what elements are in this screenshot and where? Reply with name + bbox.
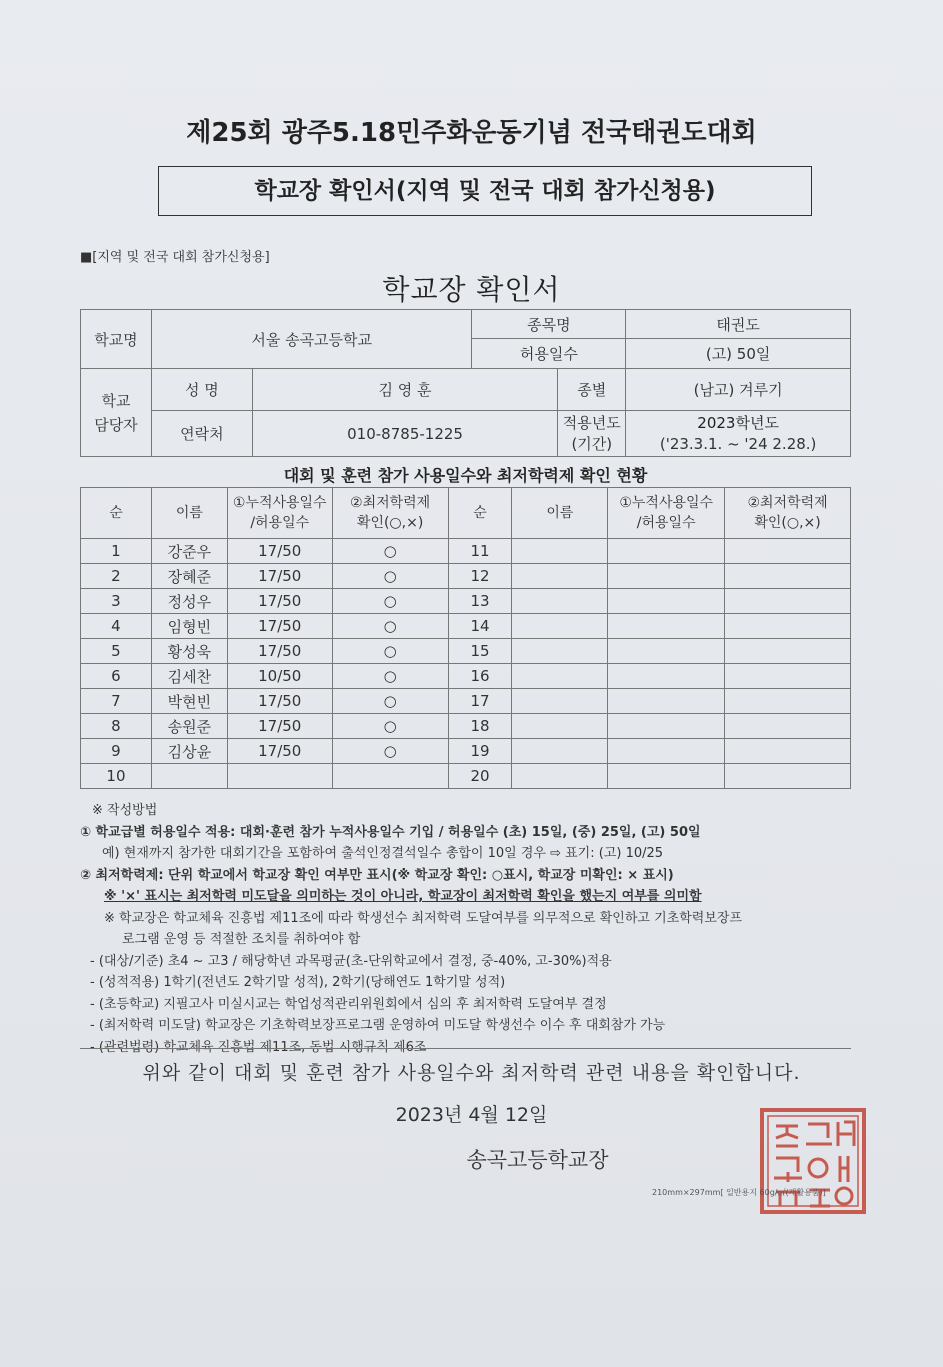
row-no-right: 15: [448, 639, 512, 664]
header-name-left: 이름: [151, 488, 227, 539]
row-no: 6: [81, 664, 152, 689]
list-title: 대회 및 훈련 참가 사용일수와 최저학력제 확인 현황: [80, 463, 851, 488]
row-check-right: [725, 589, 851, 614]
row-check: ○: [332, 739, 448, 764]
note-line-8: - (성적적용) 1학기(전년도 2학기말 성적), 2학기(당해연도 1학기말 성적): [90, 975, 506, 990]
row-name-right: [512, 539, 608, 564]
contact-value: 010-8785-1225: [252, 411, 558, 457]
row-no-right: 18: [448, 714, 512, 739]
row-no-right: 12: [448, 564, 512, 589]
row-check-right: [725, 614, 851, 639]
row-check: ○: [332, 664, 448, 689]
row-days-right: [608, 614, 725, 639]
allowed-days-label: 허용일수: [472, 339, 626, 369]
row-no: 4: [81, 614, 152, 639]
row-days-right: [608, 764, 725, 789]
row-no: 8: [81, 714, 152, 739]
row-days: 17/50: [227, 739, 332, 764]
row-name-right: [512, 739, 608, 764]
row-name: 황성욱: [151, 639, 227, 664]
row-name-right: [512, 714, 608, 739]
row-name-right: [512, 664, 608, 689]
row-name: 박현빈: [151, 689, 227, 714]
school-value: 서울 송곡고등학교: [151, 310, 472, 369]
row-check-right: [725, 764, 851, 789]
confirmation-date: 2023년 4월 12일: [395, 1104, 548, 1126]
document-box-title: 학교장 확인서(지역 및 전국 대회 참가신청용): [158, 166, 812, 216]
table-row: [81, 614, 851, 639]
row-days: 10/50: [227, 664, 332, 689]
note-line-3: ② 최저학력제: 단위 학교에서 학교장 확인 여부만 표시(※ 학교장 확인: ○표시, 학교장 미확인: × 표시): [80, 867, 674, 883]
row-check-right: [725, 714, 851, 739]
row-check: ○: [332, 564, 448, 589]
row-days: [227, 764, 332, 789]
row-no: 2: [81, 564, 152, 589]
table-row: [81, 714, 851, 739]
row-no-right: 11: [448, 539, 512, 564]
row-check-right: [725, 739, 851, 764]
note-line-1: ① 학교급별 허용일수 적용: 대회·훈련 참가 누적사용일수 기입 / 허용일수 (초) 15일, (중) 25일, (고) 50일: [80, 824, 701, 840]
row-days: 17/50: [227, 564, 332, 589]
notes-heading: ※ 작성방법: [92, 803, 158, 818]
name-label: 성 명: [151, 369, 252, 411]
row-days-right: [608, 639, 725, 664]
row-name: 송원준: [151, 714, 227, 739]
confirmation-title: 학교장 확인서: [382, 273, 561, 306]
divider: [80, 1048, 851, 1049]
row-no: 1: [81, 539, 152, 564]
table-row: [81, 764, 851, 789]
row-days-right: [608, 589, 725, 614]
year-value: [626, 411, 851, 457]
row-check: ○: [332, 639, 448, 664]
row-name: 장혜준: [151, 564, 227, 589]
header-academic-left: ②최저학력제 확인(○,×): [332, 488, 448, 539]
table-row: [81, 689, 851, 714]
row-name: 정성우: [151, 589, 227, 614]
row-name: 강준우: [151, 539, 227, 564]
row-days-right: [608, 664, 725, 689]
row-no: 10: [81, 764, 152, 789]
note-line-9: - (초등학교) 지필고사 미실시교는 학업성적관리위원회에서 심의 후 최저학력 도달여부 결정: [90, 996, 607, 1012]
row-no: 7: [81, 689, 152, 714]
contact-label: 연락처: [151, 411, 252, 457]
row-name-right: [512, 564, 608, 589]
year-value-period: ('23.3.1. ~ '24 2.28.): [659, 434, 817, 453]
row-check: ○: [332, 714, 448, 739]
event-value: 태권도: [626, 310, 851, 339]
row-days-right: [608, 689, 725, 714]
row-days-right: [608, 714, 725, 739]
row-name-right: [512, 589, 608, 614]
header-days-right: ①누적사용일수 /허용일수: [608, 488, 725, 539]
event-label: 종목명: [472, 310, 626, 339]
table-row: [81, 539, 851, 564]
row-check: ○: [332, 539, 448, 564]
manager-label: 학교 담당자: [81, 369, 152, 457]
row-check: [332, 764, 448, 789]
year-value-main: 2023학년도: [697, 413, 779, 432]
table-row: [81, 739, 851, 764]
row-days: 17/50: [227, 589, 332, 614]
row-days: 17/50: [227, 714, 332, 739]
row-no-right: 13: [448, 589, 512, 614]
paper-size-note: 210mm×297mm[ 일반용지 60g/㎡(재활용품)]: [652, 1188, 826, 1197]
table-row: [81, 639, 851, 664]
row-check: ○: [332, 689, 448, 714]
note-line-6: 로그램 운영 등 적절한 조치를 취하여야 함: [122, 932, 361, 947]
info-table: [80, 309, 851, 457]
row-name-right: [512, 639, 608, 664]
row-check-right: [725, 639, 851, 664]
row-no: 9: [81, 739, 152, 764]
row-no-right: 14: [448, 614, 512, 639]
note-line-11: - (관련법령) 학교체육 진흥법 제11조, 동법 시행규칙 제6조: [90, 1039, 427, 1055]
section-label: ■[지역 및 전국 대회 참가신청용]: [80, 250, 270, 265]
principal-name: 송곡고등학교장: [466, 1148, 609, 1172]
row-no-right: 16: [448, 664, 512, 689]
event-title: 제25회 광주5.18민주화운동기념 전국태권도대회: [186, 118, 757, 148]
type-value: (남고) 겨루기: [626, 369, 851, 411]
row-name-right: [512, 689, 608, 714]
row-name: [151, 764, 227, 789]
row-check: ○: [332, 589, 448, 614]
allowed-days-value: (고) 50일: [626, 339, 851, 369]
header-no-right: 순: [448, 488, 512, 539]
row-no: 5: [81, 639, 152, 664]
row-days-right: [608, 539, 725, 564]
row-check-right: [725, 539, 851, 564]
note-line-5: ※ 학교장은 학교체육 진흥법 제11조에 따라 학생선수 최저학력 도달여부를 의무적으로 확인하고 기초학력보장프: [104, 910, 743, 926]
row-check-right: [725, 689, 851, 714]
row-name: 김세찬: [151, 664, 227, 689]
row-check-right: [725, 564, 851, 589]
name-value: 김 영 훈: [252, 369, 558, 411]
note-line-10: - (최저학력 미도달) 학교장은 기초학력보장프로그램 운영하여 미도달 학생선수 이수 후 대회참가 가능: [90, 1018, 666, 1033]
row-days: 17/50: [227, 539, 332, 564]
participant-table: [80, 487, 851, 789]
note-line-7: - (대상/기준) 초4 ~ 고3 / 해당학년 과목평균(초-단위학교에서 결정, 중-40%, 고-30%)적용: [90, 953, 612, 969]
row-name: 김상윤: [151, 739, 227, 764]
table-row: [81, 589, 851, 614]
type-label: 종별: [558, 369, 626, 411]
row-days: 17/50: [227, 689, 332, 714]
row-name: 임형빈: [151, 614, 227, 639]
row-no-right: 17: [448, 689, 512, 714]
note-line-4: ※ '×' 표시는 최저학력 미도달을 의미하는 것이 아니라, 학교장이 최저학력 확인을 했는지 여부를 의미함: [104, 889, 702, 904]
row-check-right: [725, 664, 851, 689]
row-no: 3: [81, 589, 152, 614]
row-name-right: [512, 764, 608, 789]
confirmation-statement: 위와 같이 대회 및 훈련 참가 사용일수와 최저학력 관련 내용을 확인합니다.: [142, 1062, 801, 1084]
official-seal-icon: [758, 1106, 868, 1216]
row-days-right: [608, 564, 725, 589]
instructions: [80, 800, 860, 1058]
header-name-right: 이름: [512, 488, 608, 539]
header-days-left: ①누적사용일수 /허용일수: [227, 488, 332, 539]
header-academic-right: ②최저학력제 확인(○,×): [725, 488, 851, 539]
row-no-right: 19: [448, 739, 512, 764]
row-check: ○: [332, 614, 448, 639]
row-days-right: [608, 739, 725, 764]
table-row: [81, 564, 851, 589]
table-row: [81, 664, 851, 689]
row-days: 17/50: [227, 639, 332, 664]
row-name-right: [512, 614, 608, 639]
row-days: 17/50: [227, 614, 332, 639]
header-no-left: 순: [81, 488, 152, 539]
note-line-2: 예) 현재까지 참가한 대회기간을 포함하여 출석인정결석일수 총합이 10일 경우 ⇨ 표기: (고) 10/25: [102, 846, 664, 861]
school-label: 학교명: [81, 310, 152, 369]
row-no-right: 20: [448, 764, 512, 789]
year-label: 적용년도 (기간): [558, 411, 626, 457]
